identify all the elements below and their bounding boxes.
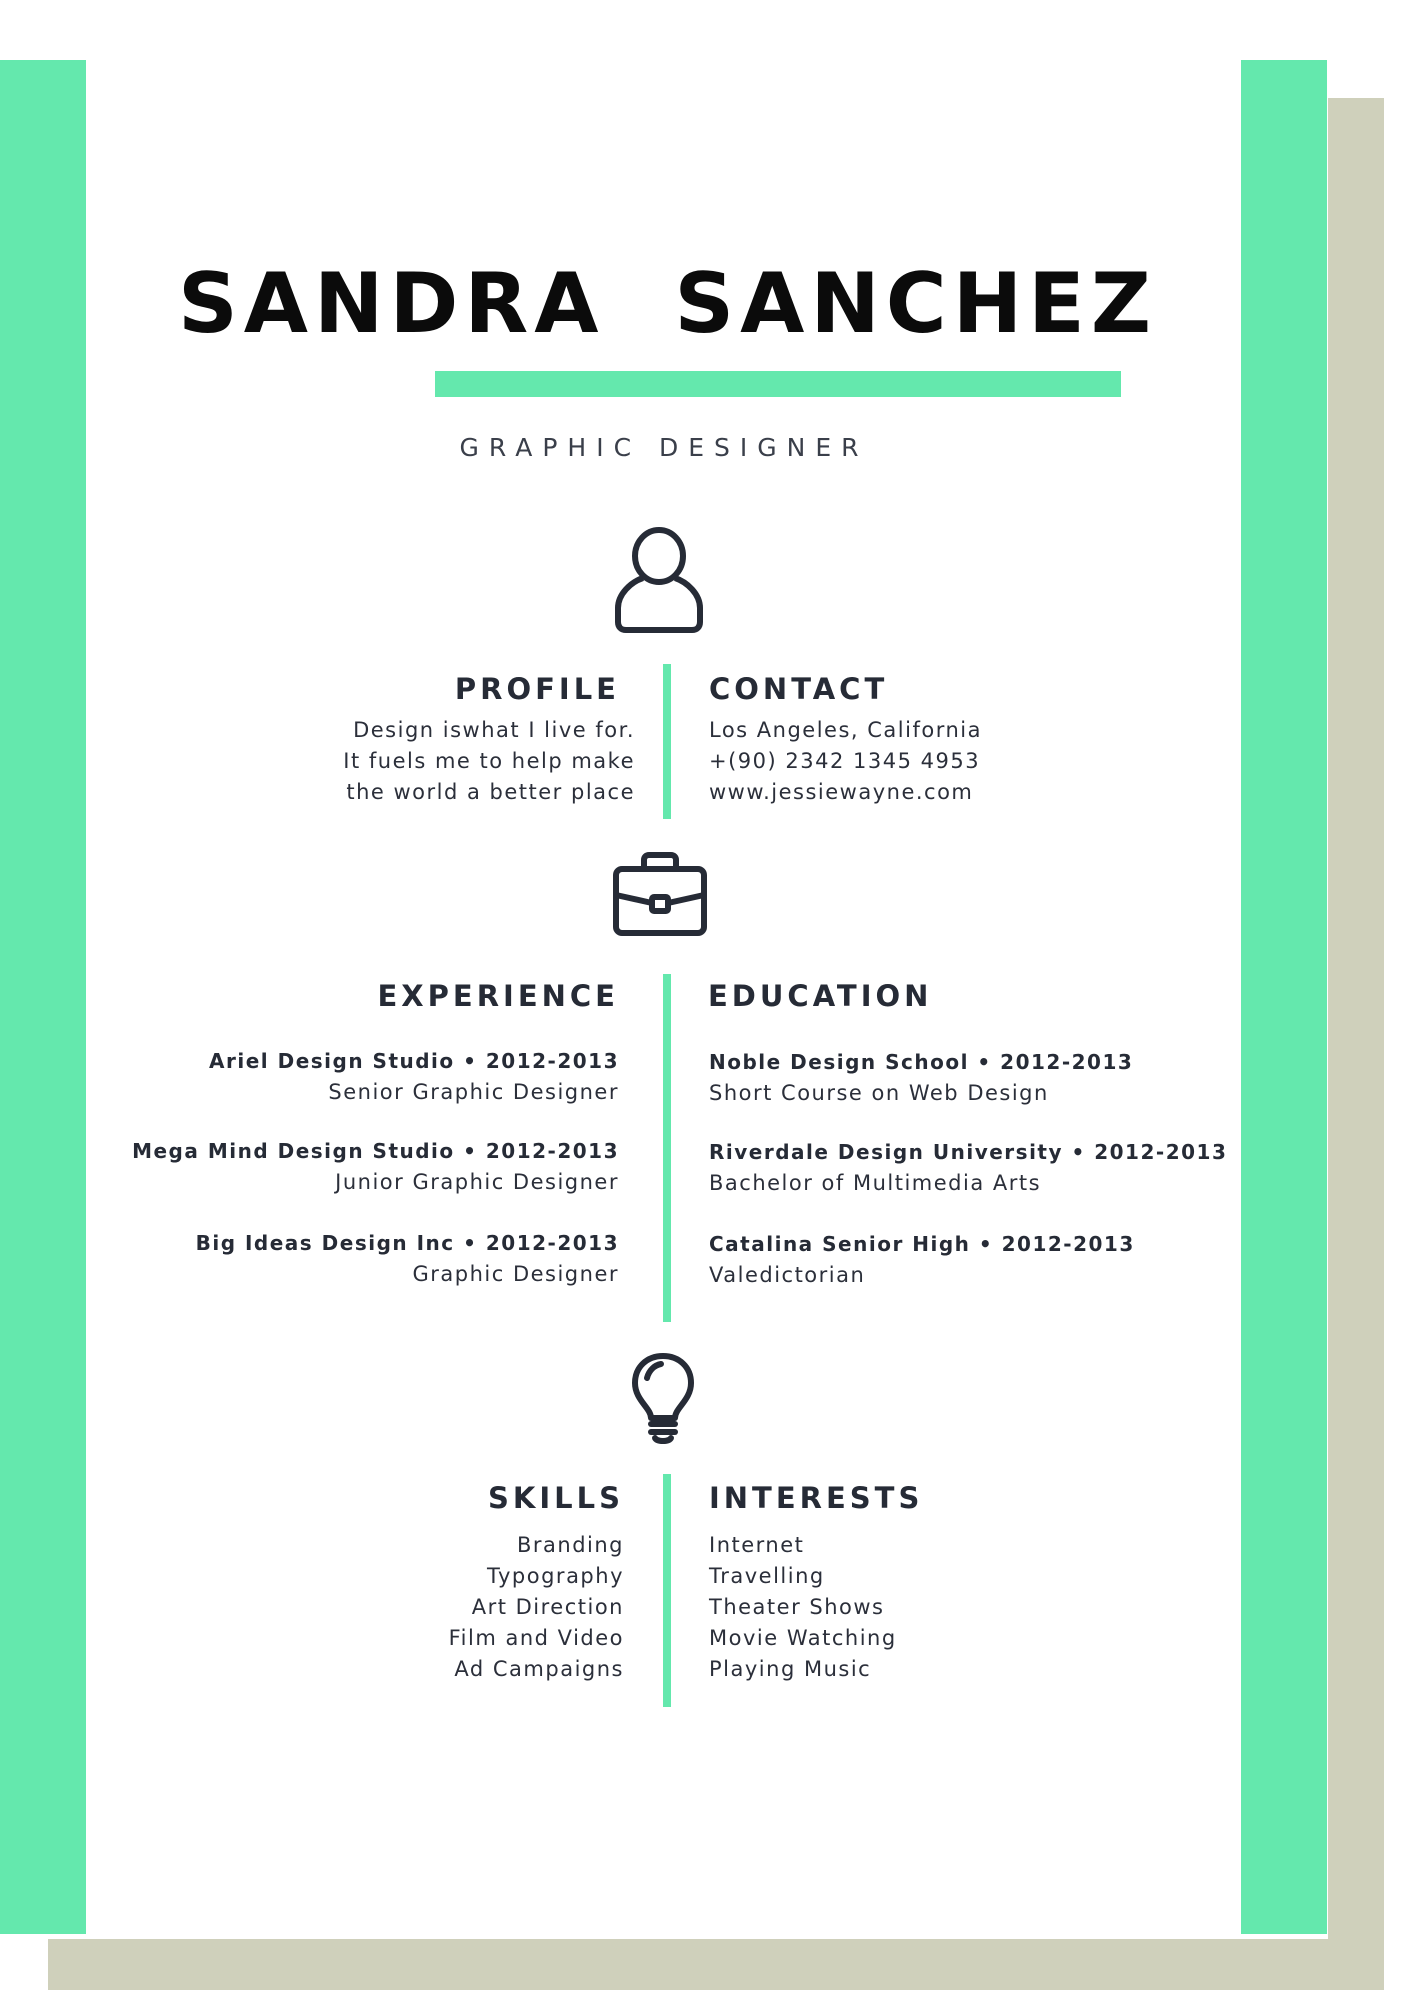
interest-item: Theater Shows bbox=[709, 1595, 885, 1619]
skill-item: Film and Video bbox=[448, 1626, 624, 1650]
education-item-title: Riverdale Design University • 2012-2013 bbox=[709, 1140, 1228, 1164]
resume-name: SANDRA SANCHEZ bbox=[178, 255, 1158, 352]
experience-item-role: Junior Graphic Designer bbox=[335, 1170, 619, 1194]
experience-heading: EXPERIENCE bbox=[377, 979, 619, 1013]
divider-profile-contact bbox=[663, 664, 671, 819]
profile-heading: PROFILE bbox=[454, 672, 620, 706]
skill-item: Branding bbox=[516, 1533, 624, 1557]
education-heading: EDUCATION bbox=[708, 979, 933, 1013]
page-shadow-right bbox=[1328, 98, 1384, 1990]
lightbulb-icon bbox=[629, 1352, 697, 1446]
profile-line: Design iswhat I live for. bbox=[353, 718, 635, 742]
contact-phone: +(90) 2342 1345 4953 bbox=[709, 749, 981, 773]
experience-item-title: Mega Mind Design Studio • 2012-2013 bbox=[132, 1139, 619, 1163]
experience-item bbox=[132, 1136, 619, 1198]
skill-item: Art Direction bbox=[471, 1595, 624, 1619]
resume-role: GRAPHIC DESIGNER bbox=[459, 433, 869, 462]
profile-line: It fuels me to help make bbox=[343, 749, 635, 773]
contact-location: Los Angeles, California bbox=[709, 718, 982, 742]
education-item-degree: Short Course on Web Design bbox=[709, 1081, 1049, 1105]
skills-list bbox=[449, 1530, 624, 1685]
page-shadow-bottom bbox=[48, 1939, 1384, 1990]
contact-website: www.jessiewayne.com bbox=[709, 780, 974, 804]
interests-list bbox=[709, 1530, 897, 1685]
experience-item-role: Senior Graphic Designer bbox=[328, 1080, 619, 1104]
experience-item bbox=[209, 1046, 619, 1108]
education-item-degree: Valedictorian bbox=[709, 1263, 866, 1287]
accent-bar-right bbox=[1241, 60, 1327, 1934]
skills-heading: SKILLS bbox=[488, 1481, 624, 1515]
accent-bar-left bbox=[0, 60, 86, 1934]
interest-item: Movie Watching bbox=[709, 1626, 897, 1650]
user-icon bbox=[613, 526, 705, 634]
education-item bbox=[709, 1229, 1135, 1291]
education-item-title: Catalina Senior High • 2012-2013 bbox=[709, 1232, 1135, 1256]
name-underline bbox=[435, 371, 1121, 397]
experience-item-title: Big Ideas Design Inc • 2012-2013 bbox=[195, 1231, 619, 1255]
divider-experience-education bbox=[663, 974, 671, 1322]
experience-item bbox=[196, 1228, 619, 1290]
divider-skills-interests bbox=[663, 1474, 671, 1707]
education-item-degree: Bachelor of Multimedia Arts bbox=[709, 1171, 1042, 1195]
skill-item: Ad Campaigns bbox=[454, 1657, 624, 1681]
interests-heading: INTERESTS bbox=[709, 1481, 924, 1515]
experience-item-title: Ariel Design Studio • 2012-2013 bbox=[209, 1049, 619, 1073]
experience-item-role: Graphic Designer bbox=[412, 1262, 619, 1286]
education-item bbox=[709, 1137, 1227, 1199]
skill-item: Typography bbox=[486, 1564, 624, 1588]
contact-heading: CONTACT bbox=[709, 672, 889, 706]
contact-text bbox=[709, 715, 982, 808]
interest-item: Internet bbox=[709, 1533, 805, 1557]
education-item-title: Noble Design School • 2012-2013 bbox=[709, 1050, 1134, 1074]
profile-line: the world a better place bbox=[346, 780, 635, 804]
interest-item: Playing Music bbox=[709, 1657, 872, 1681]
profile-text bbox=[343, 715, 635, 808]
interest-item: Travelling bbox=[709, 1564, 825, 1588]
briefcase-icon bbox=[612, 851, 708, 939]
education-item bbox=[709, 1047, 1133, 1109]
